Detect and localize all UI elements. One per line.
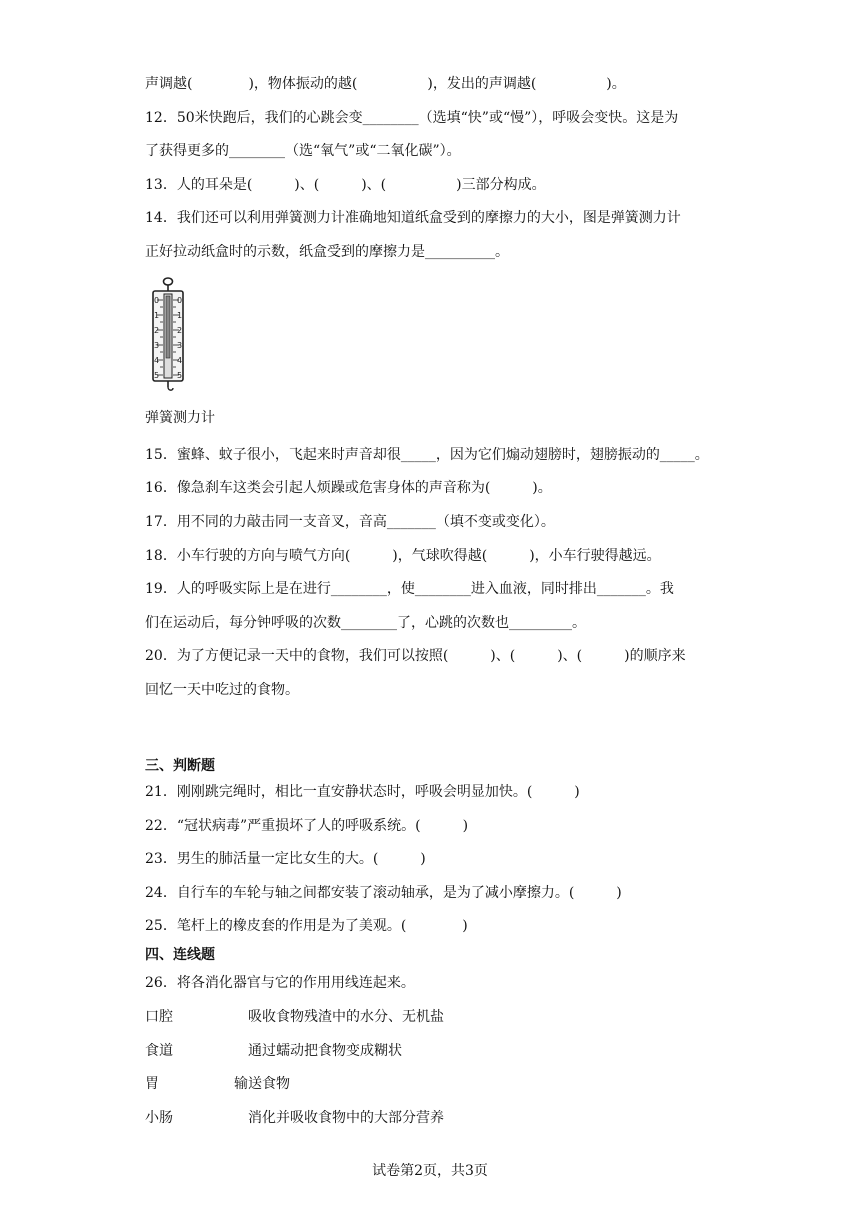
- question-18: 18．小车行驶的方向与喷气方向( )，气球吹得越( )，小车行驶得越远。: [145, 548, 661, 564]
- question-24: 24．自行车的车轮与轴之间都安装了滚动轴承，是为了减小摩擦力。( ): [145, 885, 622, 901]
- question-13: 13．人的耳朵是( )、( )、( )三部分构成。: [145, 177, 546, 193]
- scale-label: 4: [177, 356, 183, 365]
- spring-scale-figure: [148, 276, 188, 392]
- organ-label: 小肠: [145, 1110, 173, 1126]
- question-15: 15．蜜蜂、蚊子很小，飞起来时声音却很_____，因为它们煽动翅膀时，翅膀振动的_____。: [145, 447, 709, 463]
- scale-label: 4: [154, 356, 160, 365]
- question-14-line-1: 14．我们还可以利用弹簧测力计准确地知道纸盒受到的摩擦力的大小，图是弹簧测力计: [145, 210, 681, 226]
- scale-label: 5: [177, 371, 183, 380]
- organ-label: 食道: [145, 1043, 173, 1059]
- scale-label: 3: [177, 341, 183, 350]
- function-label: 通过蠕动把食物变成糊状: [248, 1043, 402, 1059]
- page-footer: 试卷第2页，共3页: [372, 1163, 488, 1179]
- question-20-line-1: 20．为了方便记录一天中的食物，我们可以按照( )、( )、( )的顺序来: [145, 648, 686, 664]
- question-16: 16．像急刹车这类会引起人烦躁或危害身体的声音称为( )。: [145, 480, 552, 496]
- scale-label: 0: [154, 296, 160, 305]
- scale-label: 1: [177, 311, 183, 320]
- scale-label: 0: [177, 296, 183, 305]
- question-17: 17．用不同的力敲击同一支音叉，音高_______（填不变或变化）。: [145, 514, 555, 530]
- question-12-line-2: 了获得更多的________（选“氧气”或“二氧化碳”）。: [145, 143, 461, 159]
- organ-label: 口腔: [145, 1009, 173, 1025]
- function-label: 消化并吸收食物中的大部分营养: [248, 1110, 444, 1126]
- question-21: 21．刚刚跳完绳时，相比一直安静状态时，呼吸会明显加快。( ): [145, 784, 580, 800]
- section-heading-matching: 四、连线题: [145, 947, 215, 963]
- question-12-line-1: 12．50米快跑后，我们的心跳会变________（选填“快”或“慢”），呼吸会变快。这是为: [145, 110, 679, 126]
- section-heading-judgement: 三、判断题: [145, 758, 215, 774]
- scale-label: 2: [154, 326, 160, 335]
- scale-label: 2: [177, 326, 183, 335]
- scale-label: 1: [154, 311, 160, 320]
- question-19-line-2: 们在运动后，每分钟呼吸的次数________了，心跳的次数也_________。: [145, 615, 586, 631]
- function-label: 输送食物: [234, 1076, 290, 1092]
- question-22: 22．“冠状病毒”严重损坏了人的呼吸系统。( ): [145, 818, 469, 834]
- question-19-line-1: 19．人的呼吸实际上是在进行________，使________进入血液，同时排出_______。我: [145, 581, 674, 597]
- question-line: 声调越( )，物体振动的越( )，发出的声调越( )。: [145, 76, 626, 92]
- function-label: 吸收食物残渣中的水分、无机盐: [248, 1009, 444, 1025]
- scale-label: 3: [154, 341, 160, 350]
- question-23: 23．男生的肺活量一定比女生的大。( ): [145, 851, 426, 867]
- scale-label: 5: [154, 371, 160, 380]
- question-25: 25．笔杆上的橡皮套的作用是为了美观。( ): [145, 918, 468, 934]
- figure-caption: 弹簧测力计: [145, 410, 215, 426]
- organ-label: 胃: [145, 1076, 159, 1092]
- question-20-line-2: 回忆一天中吃过的食物。: [145, 682, 299, 698]
- question-26: 26．将各消化器官与它的作用用线连起来。: [145, 975, 415, 991]
- question-14-line-2: 正好拉动纸盒时的示数，纸盒受到的摩擦力是__________。: [145, 244, 509, 260]
